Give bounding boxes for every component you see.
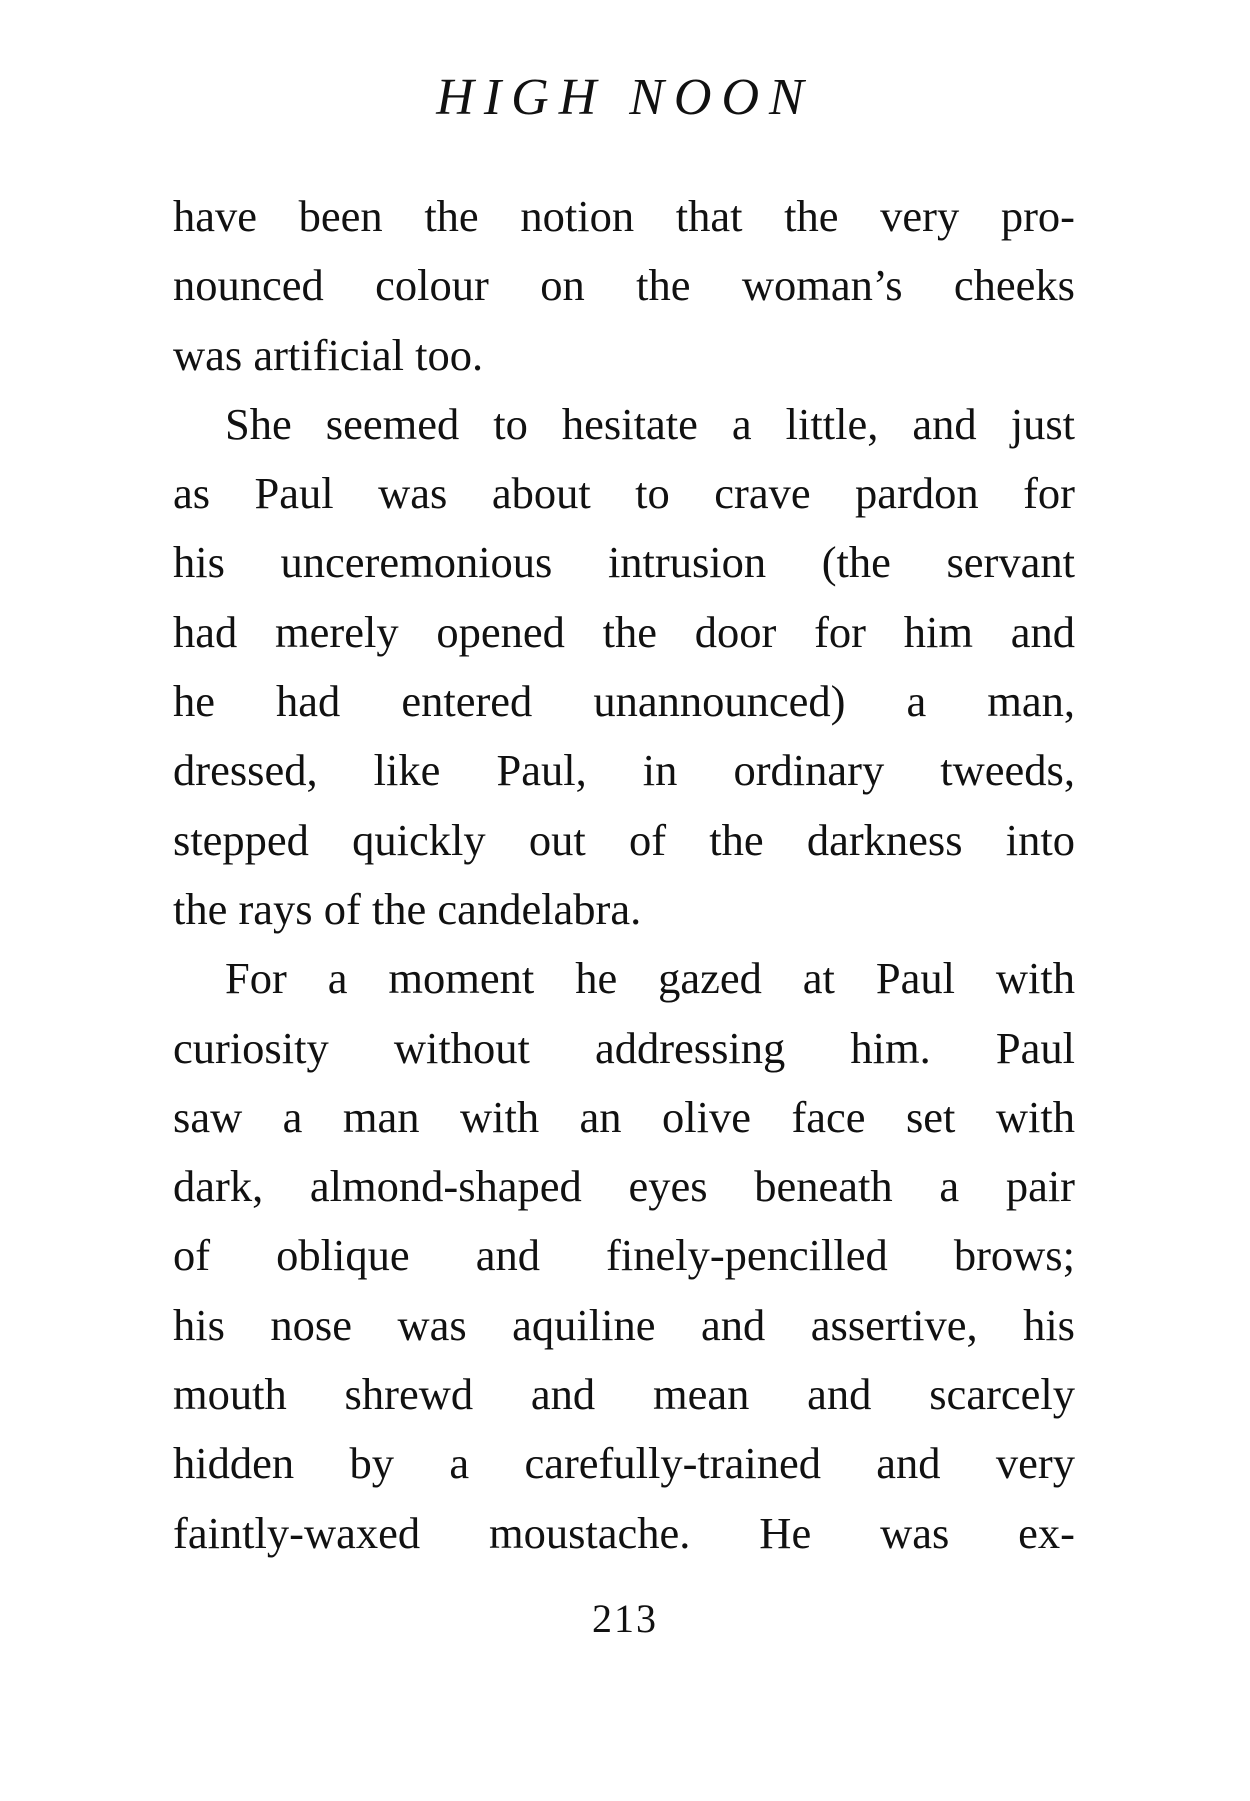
text-line: have been the notion that the very pro- [173,191,1075,241]
text-line: dressed, like Paul, in ordinary tweeds, [173,745,1075,796]
text-line: his nose was aquiline and assertive, his [173,1299,1075,1350]
page-number: 213 [592,1596,658,1641]
text-line: as Paul was about to crave pardon for [173,468,1075,519]
text-line: She seemed to hesitate a little, and just [225,398,1075,449]
text-line: had merely opened the door for him and [173,606,1075,657]
text-line: mouth shrewd and mean and scarcely [173,1369,1075,1420]
body-text [173,182,1075,1568]
text-line: was artificial too. [173,329,484,380]
text-line: of oblique and finely-pencilled brows; [173,1230,1075,1281]
text-line: he had entered unannounced) a man, [173,676,1075,727]
text-line: his unceremonious intrusion (the servant [173,537,1075,588]
text-line: hidden by a carefully-trained and very [173,1438,1075,1489]
running-head: HIGH NOON [436,69,814,126]
text-line: faintly-waxed moustache. He was ex- [173,1507,1075,1558]
text-line: curiosity without addressing him. Paul [173,1022,1075,1073]
text-line: stepped quickly out of the darkness into [173,814,1075,865]
text-line: saw a man with an olive face set with [173,1091,1075,1142]
text-line: dark, almond-shaped eyes beneath a pair [173,1161,1075,1212]
text-line: nounced colour on the woman’s cheeks [173,260,1075,311]
text-line: For a moment he gazed at Paul with [225,953,1075,1004]
text-line: the rays of the candelabra. [173,883,642,934]
